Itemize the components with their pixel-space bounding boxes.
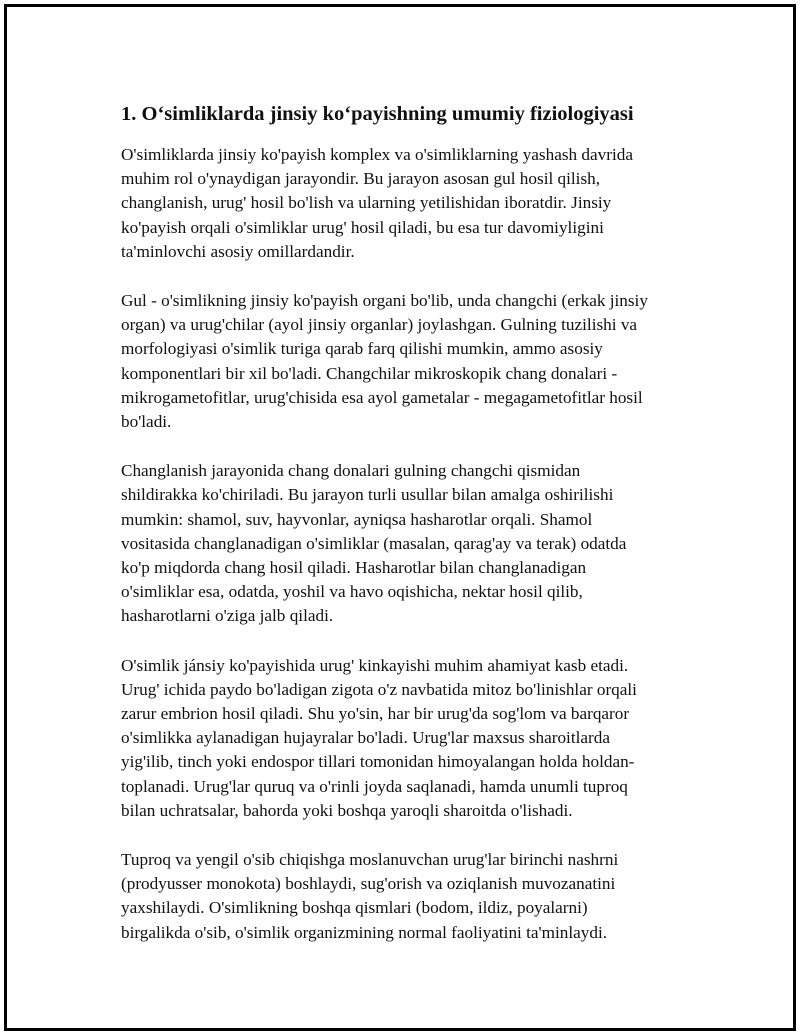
paragraph (121, 289, 701, 434)
text-line: toplanadi. Urug'lar quruq va o'rinli joyda saqlanadi, hamda unumli tuproq (121, 776, 628, 796)
paragraph (121, 143, 701, 264)
text-line: O'simlik jánsiy ko'payishida urug' kinkayishi muhim ahamiyat kasb etadi. (121, 655, 629, 675)
text-line: bilan uchratsalar, bahorda yoki boshqa yaroqli sharoitda o'lishadi. (121, 800, 573, 820)
text-line: Urug' ichida paydo bo'ladigan zigota o'z navbatida mitoz bo'linishlar orqali (121, 679, 637, 699)
text-line: zarur embrion hosil qiladi. Shu yo'sin, har bir urug'da sog'lom va barqaror (121, 704, 630, 724)
text-line: ko'payish orqali o'simliklar urug' hosil qiladi, bu esa tur davomiyligini (121, 217, 604, 237)
text-line: mumkin: shamol, suv, hayvonlar, ayniqsa hasharotlar orqali. Shamol (121, 509, 593, 529)
text-line: muhim rol o'ynaydigan jarayondir. Bu jarayon asosan gul hosil qilish, (121, 169, 601, 189)
text-line: o'simlikka aylanadigan hujayralar bo'ladi. Urug'lar maxsus sharoitlarda (121, 728, 610, 748)
text-line: yig'ilib, tinch yoki endospor tillari tomonidan himoyalangan holda holdan- (121, 752, 635, 772)
text-line: vositasida changlanadigan o'simliklar (masalan, qarag'ay va terak) odatda (121, 533, 627, 553)
text-line: ko'p miqdorda chang hosil qiladi. Hasharotlar bilan changlanadigan (121, 558, 587, 578)
text-line: o'simliklar esa, odatda, yoshil va havo oqishicha, nektar hosil qilib, (121, 582, 583, 602)
text-line: Changlanish jarayonida chang donalari gulning changchi qismidan (121, 461, 581, 481)
text-line: changlanish, urug' hosil bo'lish va ularning yetilishidan iboratdir. Jinsiy (121, 193, 612, 213)
text-line: yaxshilaydi. O'simlikning boshqa qismlari (bodom, ildiz, poyalarni) (121, 898, 588, 918)
paragraph (121, 459, 701, 628)
paragraph (121, 654, 701, 823)
page-frame (4, 4, 796, 1031)
text-line: morfologiyasi o'simlik turiga qarab farq qilishi mumkin, ammo asosiy (121, 339, 603, 359)
section-heading: 1. O‘simliklarda jinsiy ko‘payishning umumiy fiziologiyasi (121, 103, 634, 125)
text-line: komponentlari bir xil bo'ladi. Changchilar mikroskopik chang donalari - (121, 363, 618, 383)
text-line: mikrogametofitlar, urug'chisida esa ayol gametalar - megagametofitlar hosil (121, 387, 643, 407)
text-line: (prodyusser monokota) boshlaydi, sug'orish va oziqlanish muvozanatini (121, 874, 616, 894)
text-line: bo'ladi. (121, 412, 172, 432)
text-line: hasharotlarni o'ziga jalb qiladi. (121, 606, 334, 626)
text-line: birgalikda o'sib, o'simlik organizmining normal faoliyatini ta'minlaydi. (121, 922, 608, 942)
text-line: shildirakka ko'chiriladi. Bu jarayon turli usullar bilan amalga oshirilishi (121, 485, 614, 505)
text-line: O'simliklarda jinsiy ko'payish komplex va o'simliklarning yashash davrida (121, 145, 633, 164)
text-line: Tuproq va yengil o'sib chiqishga moslanuvchan urug'lar birinchi nashrni (121, 850, 619, 870)
document-body (121, 100, 701, 970)
text-line: ta'minlovchi asosiy omillardandir. (121, 241, 355, 261)
text-line: Gul - o'simlikning jinsiy ko'payish organi bo'lib, unda changchi (erkak jinsiy (121, 291, 648, 311)
text-line: organ) va urug'chilar (ayol jinsiy organlar) joylashgan. Gulning tuzilishi va (121, 315, 638, 335)
paragraph (121, 848, 701, 945)
